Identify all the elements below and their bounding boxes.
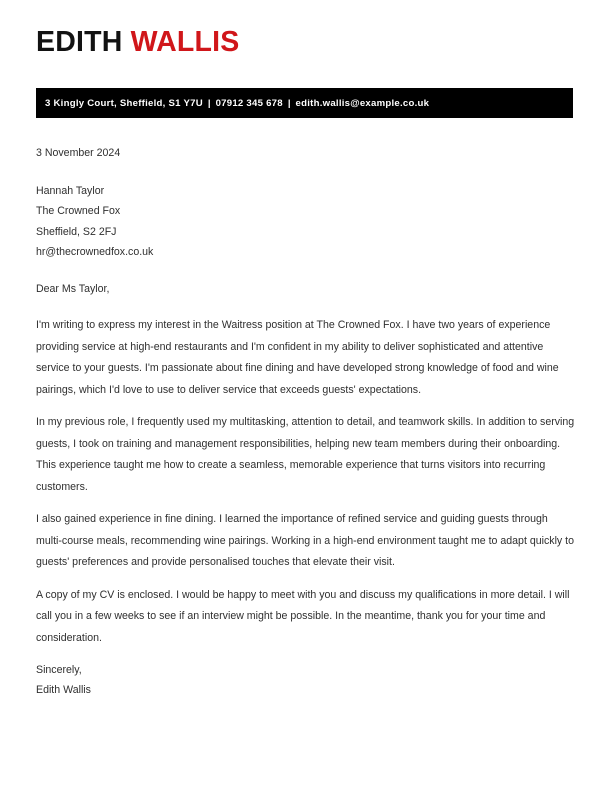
- signature-name: Edith Wallis: [36, 683, 91, 696]
- letter-date: 3 November 2024: [36, 147, 121, 159]
- body-paragraph-4: A copy of my CV is enclosed. I would be happy to meet with you and discuss my qualifications in more detail. I will call you in a few weeks to see if an interview might be possible. In the meantime, thank you for your time and consideration.: [36, 588, 570, 644]
- last-name: WALLIS: [130, 26, 240, 58]
- contact-phone: 07912 345 678: [215, 97, 283, 109]
- first-name: EDITH: [36, 26, 123, 58]
- contact-address: 3 Kingly Court, Sheffield, S1 Y7U: [45, 97, 203, 109]
- contact-bar: [36, 88, 573, 118]
- closing-phrase: Sincerely,: [36, 664, 82, 677]
- body-paragraph-2: In my previous role, I frequently used my multitasking, attention to detail, and teamwork skills. In addition to serving guests, I took on training and management responsibilities, helping new team members during their onboarding. This experience taught me how to create a seamless, memorable experience that turns visitors into recurring customers.: [36, 416, 575, 493]
- recipient-company: The Crowned Fox: [36, 205, 121, 218]
- recipient-city: Sheffield, S2 2FJ: [36, 225, 117, 238]
- recipient-address-block: [36, 181, 576, 262]
- signoff-block: [36, 661, 576, 700]
- contact-email[interactable]: edith.wallis@example.co.uk: [295, 97, 430, 109]
- body-paragraph-3: I also gained experience in fine dining. I learned the importance of refined service and guiding guests through multi-course meals, recommending wine pairings. Working in a high-end environment taught me to adapt quickly to guests' preferences and provide personalised touches that elevate their visit.: [36, 513, 574, 569]
- page-title: [36, 28, 574, 58]
- recipient-name: Hannah Taylor: [36, 184, 105, 197]
- body-paragraph-1: I'm writing to express my interest in the Waitress position at The Crowned Fox. I have two years of experience providing service at high-end restaurants and I'm confident in my ability to deliver sophisticated and attentive service to your guests. I'm passionate about fine dining and have developed strong knowledge of food and wine pairings, which I'd love to use to deliver service that exceeds guests' expectations.: [36, 319, 559, 396]
- salutation: Dear Ms Taylor,: [36, 283, 110, 296]
- contact-separator-1: |: [207, 97, 211, 109]
- contact-separator-2: |: [287, 97, 291, 109]
- letter-body: [36, 146, 576, 700]
- letterhead: [0, 0, 612, 58]
- recipient-email: hr@thecrownedfox.co.uk: [36, 245, 154, 258]
